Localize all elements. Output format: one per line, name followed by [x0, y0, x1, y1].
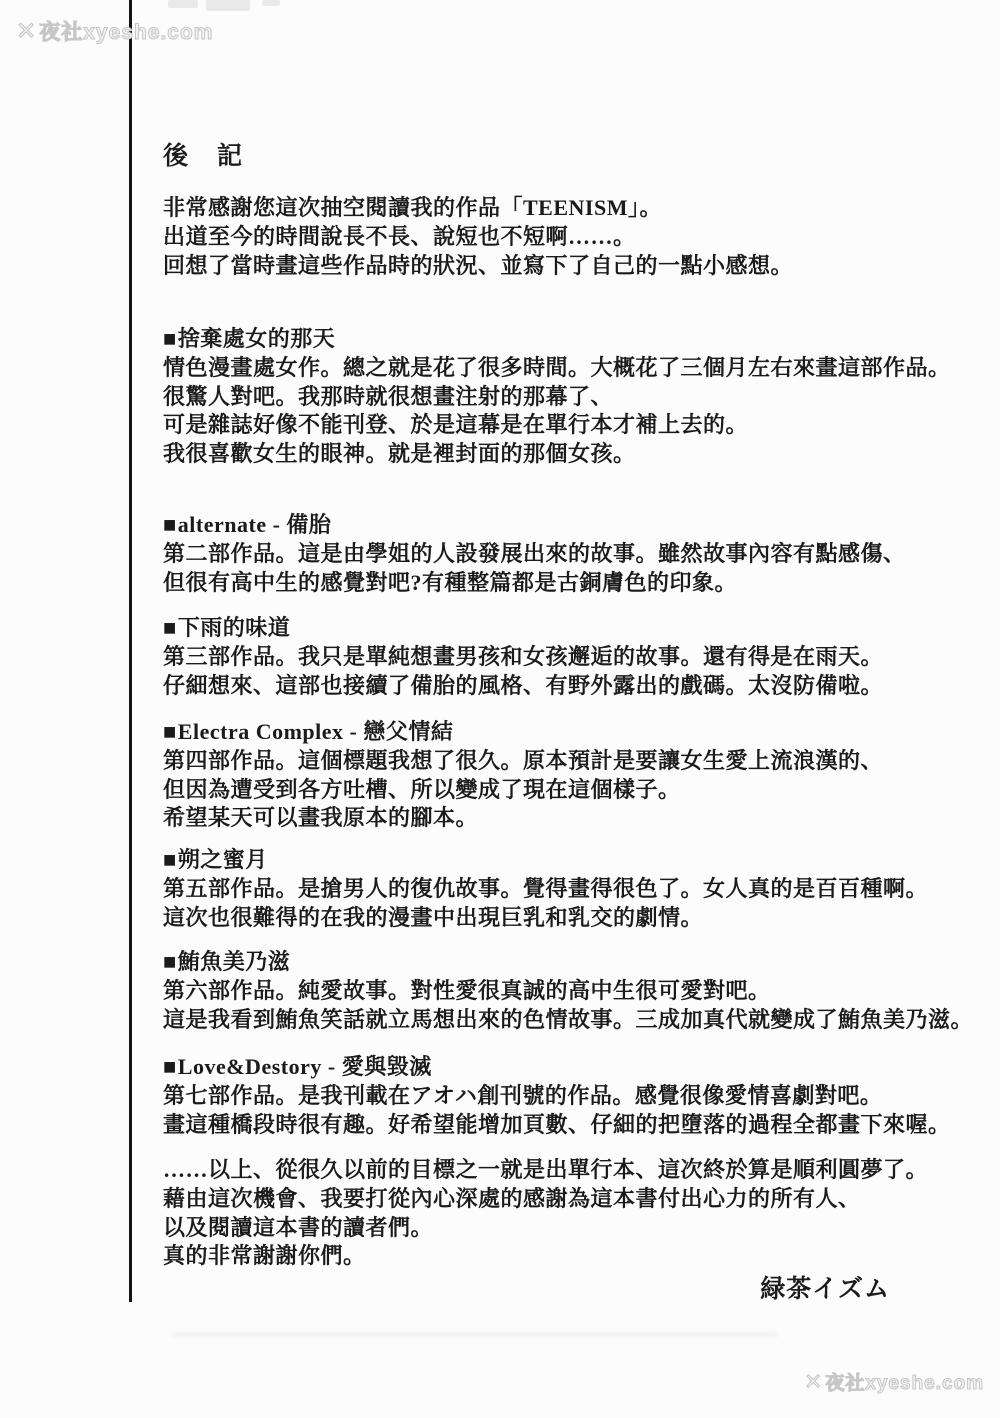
section-line: 可是雜誌好像不能刊登、於是這幕是在單行本才補上去的。	[163, 412, 749, 438]
section-line: 第四部作品。這個標題我想了很久。原本預計是要讓女生愛上流浪漢的、	[163, 747, 884, 773]
section-work-4	[163, 718, 992, 833]
section-title: 捨棄處女的那天	[177, 326, 336, 351]
intro-line: 出道至今的時間說長不長、說短也不短啊……。	[163, 223, 636, 249]
section-marker-icon: ■	[163, 847, 177, 872]
watermark-text: 夜社xyeshe.com	[825, 1373, 985, 1394]
section-line: 希望某天可以畫我原本的腳本。	[163, 805, 479, 831]
section-line: 但因為遭受到各方吐槽、所以變成了現在這個樣子。	[163, 776, 681, 802]
watermark-top	[16, 16, 213, 46]
section-heading	[163, 325, 992, 354]
watermark-x-icon: ✕	[16, 18, 38, 45]
section-line: 第三部作品。我只是單純想畫男孩和女孩邂逅的故事。還有得是在雨天。	[163, 643, 884, 669]
intro-line: 回想了當時畫這些作品時的狀況、並寫下了自己的一點小感想。	[163, 252, 794, 278]
section-heading	[163, 948, 992, 977]
cropped-print-artifact	[206, 0, 250, 11]
section-marker-icon: ■	[163, 1054, 177, 1079]
section-work-7	[163, 1053, 992, 1139]
section-heading	[163, 1053, 992, 1082]
section-line: 很驚人對吧。我那時就很想畫注射的那幕了、	[163, 383, 614, 409]
section-line: 第七部作品。是我刊載在アオハ創刊號的作品。感覺很像愛情喜劇對吧。	[163, 1082, 883, 1108]
closing-line: ……以上、從很久以前的目標之一就是出單行本、這次終於算是順利圓夢了。	[163, 1157, 929, 1182]
section-heading	[163, 718, 992, 747]
section-title: Electra Complex - 戀父情結	[177, 719, 454, 744]
section-heading	[163, 511, 992, 540]
section-title: Love&Destory - 愛與毀滅	[177, 1054, 432, 1079]
section-title: 朔之蜜月	[177, 847, 268, 872]
closing-line: 以及閱讀這本書的讀者們。	[163, 1214, 434, 1240]
intro-paragraph	[163, 194, 992, 280]
cropped-print-artifact	[262, 0, 280, 6]
section-marker-icon: ■	[163, 949, 177, 974]
section-line: 第二部作品。這是由學姐的人設發展出來的故事。雖然故事內容有點感傷、	[163, 540, 906, 566]
closing-line: 真的非常謝謝你們。	[163, 1243, 366, 1269]
section-heading	[163, 614, 992, 643]
watermark-text: 夜社xyeshe.com	[39, 21, 214, 44]
section-marker-icon: ■	[163, 512, 177, 537]
section-line: 第六部作品。純愛故事。對性愛很真誠的高中生很可愛對吧。	[163, 977, 771, 1003]
section-marker-icon: ■	[163, 719, 177, 744]
section-line: 第五部作品。是搶男人的復仇故事。覺得畫得很色了。女人真的是百百種啊。	[163, 875, 929, 901]
print-smudge	[172, 1332, 777, 1337]
section-title: alternate - 備胎	[177, 512, 332, 537]
section-line: 仔細想來、這部也接續了備胎的風格、有野外露出的戲碼。太沒防備啦。	[163, 672, 884, 698]
page-title: 後 記	[163, 143, 245, 170]
section-marker-icon: ■	[163, 615, 177, 640]
section-work-2	[163, 511, 992, 597]
section-line: 但很有高中生的感覺對吧?有種整篇都是古銅膚色的印象。	[163, 569, 738, 595]
section-line: 這是我看到鮪魚笑話就立馬想出來的色情故事。三成加真代就變成了鮪魚美乃滋。	[163, 1006, 974, 1032]
section-work-6	[163, 948, 992, 1034]
section-marker-icon: ■	[163, 326, 177, 351]
section-heading	[163, 846, 992, 875]
closing-paragraph	[163, 1156, 992, 1271]
watermark-bottom	[804, 1368, 984, 1395]
section-work-1	[163, 325, 992, 469]
intro-line: 非常感謝您這次抽空閱讀我的作品「TEENISM」。	[163, 195, 662, 220]
section-line: 我很喜歡女生的眼神。就是裡封面的那個女孩。	[163, 441, 636, 467]
section-line: 這次也很難得的在我的漫畫中出現巨乳和乳交的劇情。	[163, 904, 704, 930]
watermark-x-icon: ✕	[804, 1369, 824, 1394]
section-line: 畫這種橋段時很有趣。好希望能增加頁數、仔細的把墮落的過程全都畫下來喔。	[163, 1111, 951, 1137]
closing-line: 藉由這次機會、我要打從內心深處的感謝為這本書付出心力的所有人、	[163, 1185, 861, 1211]
section-title: 鮪魚美乃滋	[177, 949, 291, 974]
section-work-5	[163, 846, 992, 932]
author-signature: 緑茶イズム	[760, 1276, 890, 1303]
page-divider-line	[129, 0, 132, 1302]
cropped-print-artifact	[168, 0, 198, 8]
section-title: 下雨的味道	[177, 615, 291, 640]
section-work-3	[163, 614, 992, 700]
section-line: 情色漫畫處女作。總之就是花了很多時間。大概花了三個月左右來畫這部作品。	[163, 354, 951, 380]
